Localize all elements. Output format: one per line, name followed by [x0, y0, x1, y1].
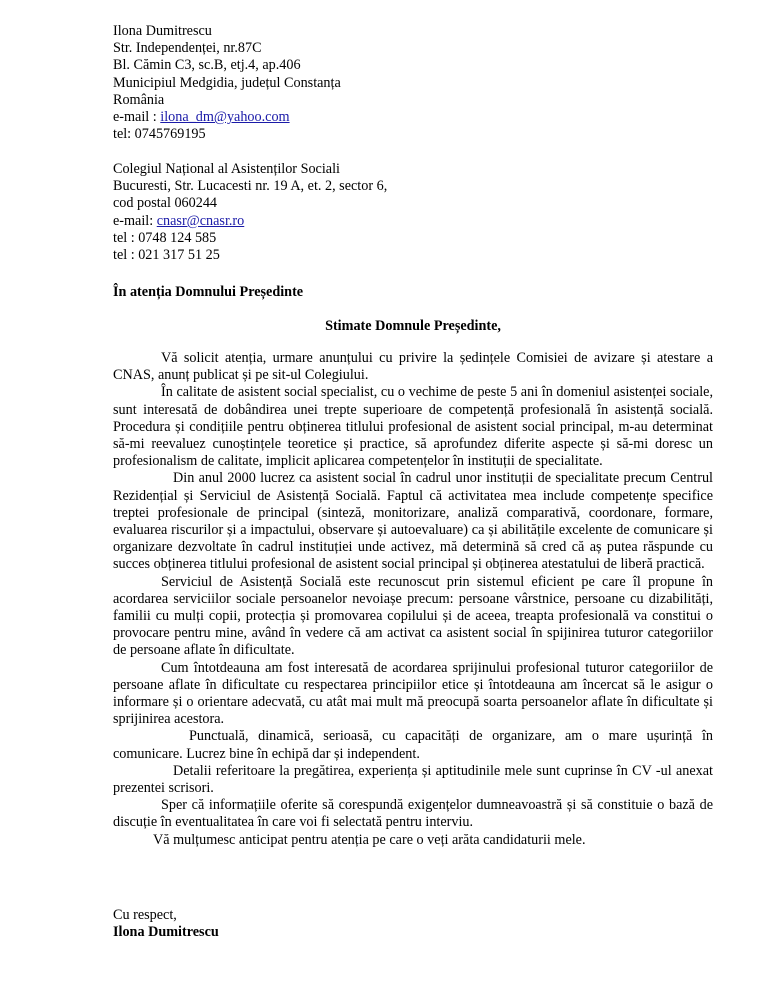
- letter-body: [113, 350, 713, 849]
- paragraph-5: Cum întotdeauna am fost interesată de acordarea sprijinului profesional tuturor categoriilor de persoane aflate în dificultate cu respectarea principiilor etice și întotdeauna am încercat să le asigur o informare și o orientare adecvată, cu atât mai mult mă preocupă soarta persoanelor aflate în dificultate și sprijinirea acestora.: [113, 659, 713, 728]
- sender-email-link[interactable]: ilona_dm@yahoo.com: [160, 109, 290, 126]
- sender-country: România: [113, 91, 165, 108]
- sender-building: Bl. Cămin C3, sc.B, etj.4, ap.406: [113, 57, 301, 74]
- paragraph-7: Detalii referitoare la pregătirea, experiența și aptitudinile mele sunt cuprinse în CV -ul anexat prezentei scrisori.: [113, 762, 713, 797]
- sender-city: Municipiul Medgidia, județul Constanța: [113, 74, 341, 91]
- sender-tel: tel: 0745769195: [113, 126, 206, 143]
- sender-street: Str. Independenței, nr.87C: [113, 40, 262, 57]
- recipient-tel-1: tel : 0748 124 585: [113, 229, 217, 246]
- recipient-block: [113, 161, 713, 264]
- salutation: Stimate Domnule Președinte,: [325, 318, 501, 334]
- paragraph-3: Din anul 2000 lucrez ca asistent social în cadrul unor instituții de specialitate precum Centrul Rezidențial și Serviciul de Asistență Socială. Faptul că activitatea mea include competențe specifice treptei profesionale de principal (sinteză, monitorizare, analiză comparativă, coordonare, formare, evaluarea riscurilor și a impactului, observare și autoevaluare) ca și abilitățile excelente de comunicare și organizare dezvoltate în cadrul instituției unde activez, mă determină să cred că aș putea răspunde cu succes obținerea titlului profesional de asistent social principal și obținerea atestatului de liberă practică.: [113, 470, 713, 573]
- recipient-tel-2: tel : 021 317 51 25: [113, 247, 220, 264]
- sender-email-line: [113, 109, 713, 126]
- recipient-email-line: [113, 213, 713, 230]
- paragraph-9: Vă mulțumesc anticipat pentru atenția pe care o veți arăta candidaturii mele.: [153, 831, 586, 848]
- paragraph-1: Vă solicit atenția, urmare anunțului cu privire la ședințele Comisiei de avizare și atestare a CNAS, anunț publicat și pe sit-ul Colegiului.: [113, 350, 713, 384]
- paragraph-4: Serviciul de Asistență Socială este recunoscut prin sistemul eficient pe care îl propune în acordarea serviciilor sociale persoanelor nevoiașe precum: persoane vârstnice, persoane cu dizabilități, familii cu mulți copii, protecția și promovarea copilului și de aceea, treapta profesională va constitui o provocare pentru mine, având în vedere că am activat ca asistent social în spijinirea tuturor categoriilor de persoane aflate în dificultate.: [113, 573, 713, 659]
- recipient-email-link[interactable]: cnasr@cnasr.ro: [156, 212, 245, 229]
- sender-email-label: e-mail :: [113, 109, 161, 126]
- paragraph-6: Punctuală, dinamică, serioasă, cu capacități de organizare, am o mare ușurință în comunicare. Lucrez bine în echipă dar și independent.: [113, 728, 713, 762]
- closing-text: Cu respect,: [113, 907, 177, 923]
- signature-name: Ilona Dumitrescu: [113, 924, 219, 941]
- attention-line: În atenția Domnului Președinte: [113, 284, 304, 300]
- recipient-email-label: e-mail:: [113, 212, 157, 229]
- paragraph-2: În calitate de asistent social specialist, cu o vechime de peste 5 ani în domeniul asistenței sociale, sunt interesată de dobândirea unei trepte superioare de competență profesională în asistență socială. Procedura și condițiile pentru obținerea titlului profesional de asistent social principal, m-au determinat să-mi reevaluez cunoștințele teoretice și practice, să aprofundez diferite aspecte și să-mi doresc un profesionalism de calitate, implicit aplicarea competențelor în instituții de specialitate.: [113, 384, 713, 470]
- sender-block: [113, 23, 713, 143]
- paragraph-8: Sper că informațiile oferite să corespundă exigențelor dumneavoastră și să constituie o bază de discuție în eventualitatea în care voi fi selectată pentru interviu.: [113, 797, 713, 831]
- recipient-address: Bucuresti, Str. Lucacesti nr. 19 A, et. 2, sector 6,: [113, 178, 388, 195]
- recipient-postal: cod postal 060244: [113, 195, 218, 212]
- sender-name: Ilona Dumitrescu: [113, 23, 212, 39]
- closing-block: [113, 907, 219, 941]
- recipient-institution: Colegiul Național al Asistenților Sociali: [113, 161, 340, 177]
